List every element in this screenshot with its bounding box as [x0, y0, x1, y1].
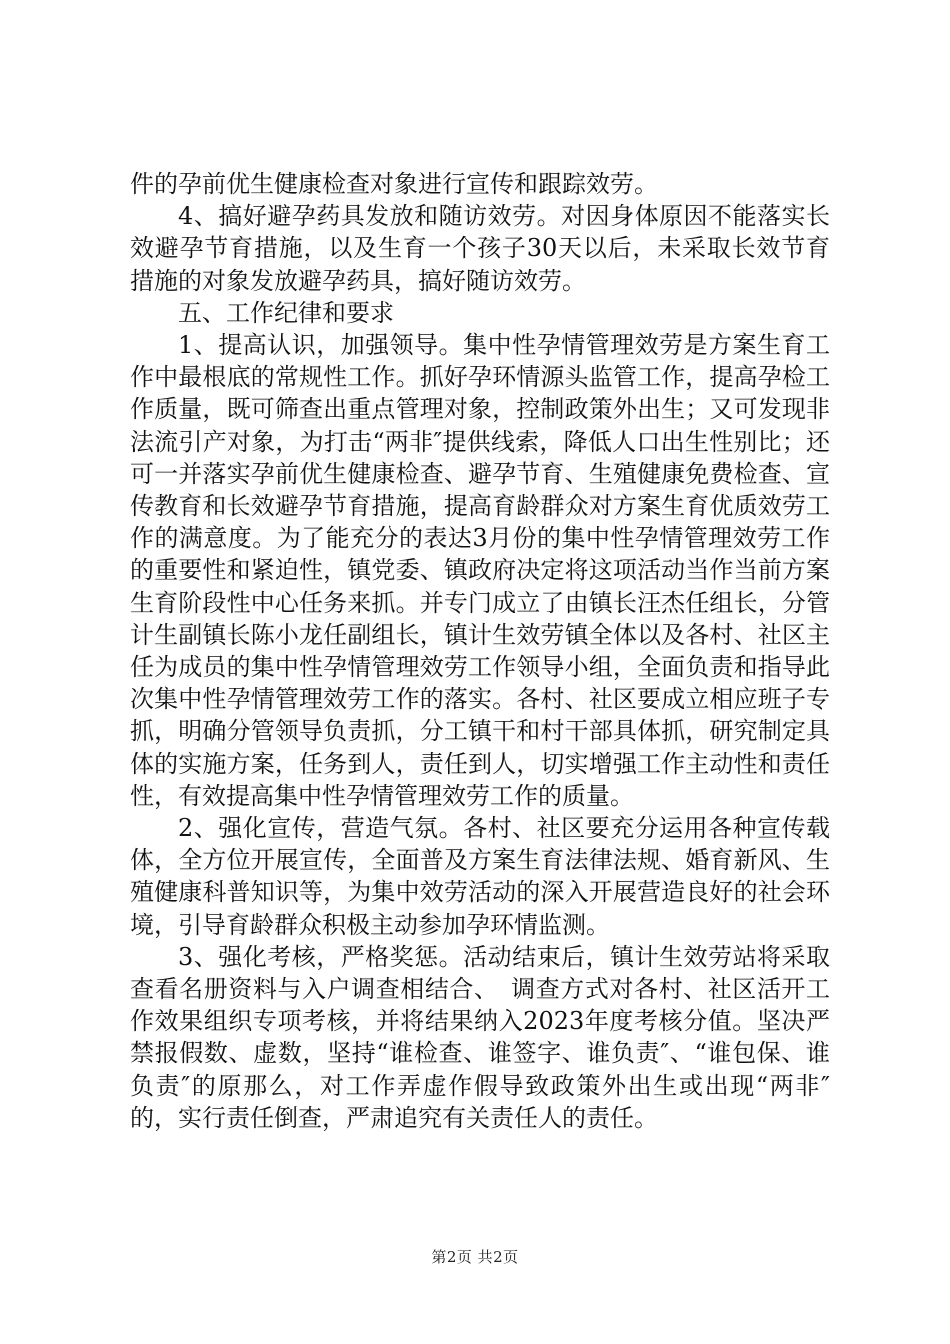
page-footer: 第2页 共2页 — [431, 1248, 519, 1266]
section-heading-five: 五、工作纪律和要求 — [178, 298, 394, 327]
paragraph-item-4: 4、搞好避孕药具发放和随访效劳。对因身体原因不能落实长效避孕节育措施，以及生育一个孩子30天以后，未采取长效节育措施的对象发放避孕药具，搞好随访效劳。 — [130, 202, 830, 295]
paragraph-item-1: 1、提高认识，加强领导。集中性孕情管理效劳是方案生育工作中最根底的常规性工作。抓好孕环情源头监管工作，提高孕检工作质量，既可筛查出重点管理对象，控制政策外出生；又可发现非法流引产对象，为打击“两非″提供线索，降低人口出生性别比；还可一并落实孕前优生健康检查、避孕节育、生殖健康免费检查、宣传教育和长效避孕节育措施，提高育龄群众对方案生育优质效劳工作的满意度。为了能充分的表达3月份的集中性孕情管理效劳工作的重要性和紧迫性，镇党委、镇政府决定将这项活动当作当前方案生育阶段性中心任务来抓。并专门成立了由镇长汪杰任组长，分管计生副镇长陈小龙任副组长，镇计生效劳镇全体以及各村、社区主任为成员的集中性孕情管理效劳工作领导小组，全面负责和指导此次集中性孕情管理效劳工作的落实。各村、社区要成立相应班子专抓，明确分管领导负责抓，分工镇干和村干部具体抓，研究制定具体的实施方案，任务到人，责任到人，切实增强工作主动性和责任性，有效提高集中性孕情管理效劳工作的质量。 — [130, 331, 830, 810]
paragraph-item-2: 2、强化宣传，营造气氛。各村、社区要充分运用各种宣传载体，全方位开展宣传，全面普及方案生育法律法规、婚育新风、生殖健康科普知识等，为集中效劳活动的深入开展营造良好的社会环境，引导育龄群众积极主动参加孕环情监测。 — [130, 814, 830, 939]
paragraph-item-3: 3、强化考核，严格奖惩。活动结束后，镇计生效劳站将采取查看名册资料与入户调查相结合、 调查方式对各村、社区活开工作效果组织专项考核，并将结果纳入2023年度考核分值。坚决严禁报假数、虚数，坚持“谁检查、谁签字、谁负责″、“谁包保、谁负责″的原那么，对工作弄虚作假导致政策外出生或出现“两非″的，实行责任倒查，严肃追究有关责任人的责任。 — [130, 942, 830, 1132]
paragraph-continuation: 件的孕前优生健康检查对象进行宣传和跟踪效劳。 — [130, 170, 658, 198]
document-body — [130, 168, 830, 1134]
